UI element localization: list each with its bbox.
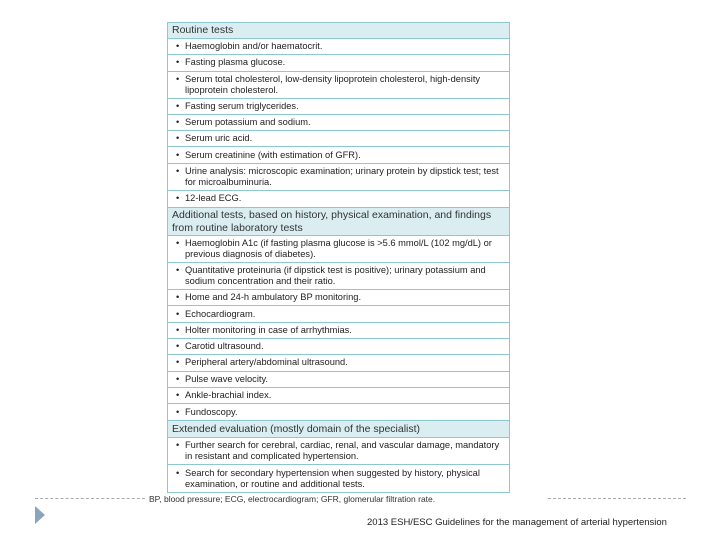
table-row: • Fundoscopy.: [168, 404, 509, 420]
table-row: • Carotid ultrasound.: [168, 339, 509, 355]
table-row: • Serum uric acid.: [168, 131, 509, 147]
table-row: • Quantitative proteinuria (if dipstick test is positive); urinary potassium and sodium concentration and their ratio.: [168, 263, 509, 290]
section-header-additional: Additional tests, based on history, physical examination, and findings from routine laboratory tests: [168, 207, 509, 236]
slide-bullet-arrow-icon: [35, 506, 45, 524]
table-row: • Home and 24-h ambulatory BP monitoring.: [168, 290, 509, 306]
table-row: • Echocardiogram.: [168, 306, 509, 322]
table-row: • Holter monitoring in case of arrhythmias.: [168, 323, 509, 339]
diagnostic-tests-table: [167, 22, 510, 493]
citation: 2013 ESH/ESC Guidelines for the management of arterial hypertension: [367, 517, 667, 528]
section-header-extended: Extended evaluation (mostly domain of the specialist): [168, 420, 509, 438]
table-row: • 12-lead ECG.: [168, 191, 509, 207]
divider-right: [548, 498, 686, 499]
footnote: BP, blood pressure; ECG, electrocardiogram; GFR, glomerular filtration rate.: [149, 494, 436, 504]
table-row: • Further search for cerebral, cardiac, renal, and vascular damage, mandatory in resistant and complicated hypertension.: [168, 438, 509, 465]
table-row: • Peripheral artery/abdominal ultrasound.: [168, 355, 509, 371]
table-row: • Haemoglobin A1c (if fasting plasma glucose is >5.6 mmol/L (102 mg/dL) or previous diagnosis of diabetes).: [168, 236, 509, 263]
table-row: • Serum potassium and sodium.: [168, 115, 509, 131]
table-row: • Fasting plasma glucose.: [168, 55, 509, 71]
divider-left: [35, 498, 145, 499]
table-row: • Pulse wave velocity.: [168, 372, 509, 388]
table-row: • Search for secondary hypertension when suggested by history, physical examination, or routine and additional tests.: [168, 465, 509, 492]
table-row: • Haemoglobin and/or haematocrit.: [168, 39, 509, 55]
table-row: • Urine analysis: microscopic examination; urinary protein by dipstick test; test for microalbuminuria.: [168, 164, 509, 191]
table-row: • Serum total cholesterol, low-density lipoprotein cholesterol, high-density lipoprotein cholesterol.: [168, 72, 509, 99]
table-row: • Fasting serum triglycerides.: [168, 99, 509, 115]
table-row: • Serum creatinine (with estimation of GFR).: [168, 147, 509, 163]
table-row: • Ankle-brachial index.: [168, 388, 509, 404]
section-header-routine: Routine tests: [168, 23, 509, 39]
